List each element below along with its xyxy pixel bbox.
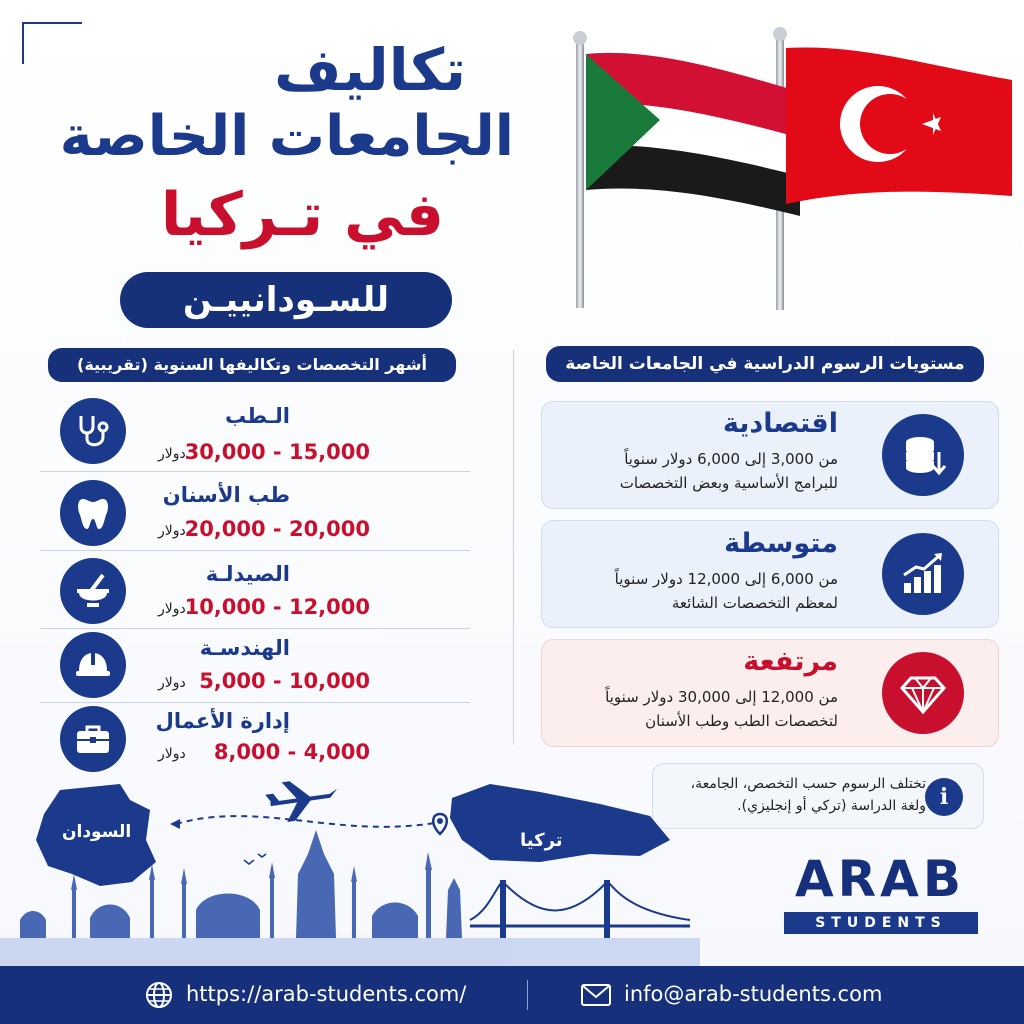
column-divider bbox=[513, 350, 514, 745]
specialty-name-business: إدارة الأعمال bbox=[155, 709, 290, 733]
growth-chart-icon bbox=[882, 533, 964, 615]
map-skyline-illustration bbox=[0, 770, 700, 966]
logo-students: STUDENTS bbox=[784, 912, 978, 934]
tooth-icon bbox=[60, 480, 126, 546]
diamond-icon bbox=[882, 652, 964, 734]
corner-accent bbox=[22, 22, 82, 64]
specialty-range-medicine: 30,000 - 15,000 bbox=[184, 440, 370, 464]
footer-email-link[interactable]: info@arab-students.com bbox=[624, 982, 883, 1006]
birds bbox=[244, 854, 266, 864]
hard-hat-icon bbox=[60, 632, 126, 698]
separator bbox=[40, 628, 470, 629]
specialties-header: أشهر التخصصات وتكاليفها السنوية (تقريبية) bbox=[48, 348, 456, 382]
title-pill: للسـودانييـن bbox=[120, 272, 452, 328]
levels-header: مستويات الرسوم الدراسية في الجامعات الخاصة bbox=[546, 346, 984, 382]
note-line-1: تختلف الرسوم حسب التخصص، الجامعة، bbox=[690, 776, 926, 792]
specialty-unit-business: دولار bbox=[158, 746, 186, 762]
separator bbox=[40, 471, 470, 472]
specialty-unit-pharmacy: دولار bbox=[158, 601, 186, 617]
title-line-1: تكاليف bbox=[274, 36, 466, 104]
specialty-range-engineering: 5,000 - 10,000 bbox=[199, 669, 370, 693]
bridge bbox=[470, 880, 690, 938]
location-pin-icon bbox=[433, 814, 447, 834]
mortar-pestle-icon bbox=[60, 558, 126, 624]
specialty-unit-engineering: دولار bbox=[158, 675, 186, 691]
specialty-name-engineering: الهندسـة bbox=[199, 636, 290, 660]
envelope-icon bbox=[580, 982, 612, 1008]
level-line1-medium: من 6,000 إلى 12,000 دولار سنوياً bbox=[614, 570, 838, 588]
footer-bar bbox=[0, 966, 1024, 1024]
level-line2-high: لتخصصات الطب وطب الأسنان bbox=[645, 712, 838, 730]
specialty-name-medicine: الـطب bbox=[225, 404, 290, 428]
level-line2-economic: للبرامج الأساسية وبعض التخصصات bbox=[619, 474, 838, 492]
footer-divider bbox=[527, 980, 528, 1010]
separator bbox=[40, 702, 470, 703]
level-title-high: مرتفعة bbox=[743, 646, 838, 677]
level-line2-medium: لمعظم التخصصات الشائعة bbox=[671, 594, 838, 612]
level-title-economic: اقتصادية bbox=[722, 408, 838, 439]
info-icon: i bbox=[925, 778, 963, 816]
specialty-range-business: 8,000 - 4,000 bbox=[213, 740, 370, 764]
specialty-unit-medicine: دولار bbox=[158, 446, 186, 462]
specialty-name-dentistry: طب الأسنان bbox=[162, 483, 290, 507]
map-label-turkey: تركيا bbox=[520, 830, 563, 851]
specialty-unit-dentistry: دولار bbox=[158, 523, 186, 539]
title-line-3: في تـركيا bbox=[160, 180, 444, 250]
note-line-2: ولغة الدراسة (تركي أو إنجليزي). bbox=[737, 798, 926, 814]
coins-down-icon bbox=[882, 414, 964, 496]
level-line1-economic: من 3,000 إلى 6,000 دولار سنوياً bbox=[624, 450, 838, 468]
flags-illustration bbox=[560, 20, 1020, 310]
level-line1-high: من 12,000 إلى 30,000 دولار سنوياً bbox=[605, 688, 838, 706]
note-card bbox=[652, 763, 984, 829]
globe-icon bbox=[144, 980, 174, 1010]
separator bbox=[40, 550, 470, 551]
footer-website-link[interactable]: https://arab-students.com/ bbox=[186, 982, 467, 1006]
map-label-sudan: السودان bbox=[62, 822, 132, 842]
sudan-flag bbox=[586, 53, 800, 216]
level-title-medium: متوسطة bbox=[724, 528, 838, 559]
specialty-range-pharmacy: 10,000 - 12,000 bbox=[184, 595, 370, 619]
route-path bbox=[176, 816, 440, 827]
turkey-flag bbox=[786, 47, 1012, 204]
title-line-2: الجامعات الخاصة bbox=[59, 104, 514, 169]
briefcase-icon bbox=[60, 706, 126, 772]
specialty-range-dentistry: 20,000 - 20,000 bbox=[184, 517, 370, 541]
logo-arab: ARAB bbox=[794, 850, 965, 908]
specialty-name-pharmacy: الصيدلـة bbox=[205, 562, 290, 586]
stethoscope-icon bbox=[60, 398, 126, 464]
